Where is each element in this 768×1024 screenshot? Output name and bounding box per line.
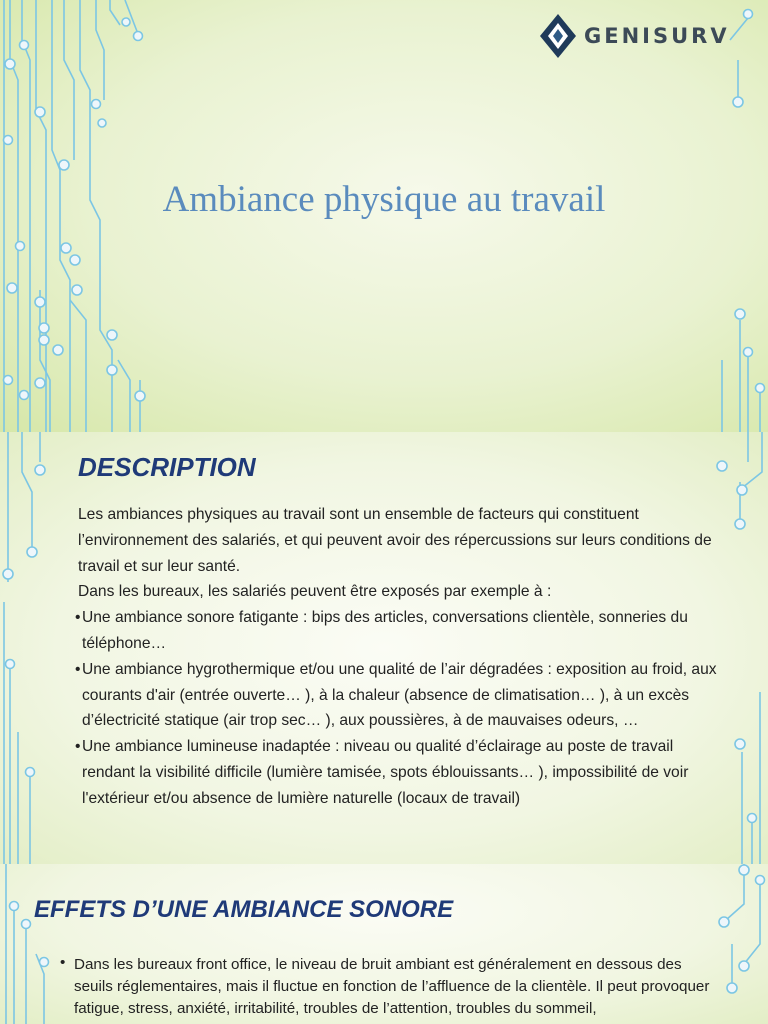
circuit-decoration-left xyxy=(0,432,60,864)
effets-slide xyxy=(0,864,768,1024)
description-body xyxy=(75,502,728,812)
bullet-icon: • xyxy=(75,738,81,756)
bullet-text: Une ambiance lumineuse inadaptée : niveau ou qualité d’éclairage au poste de travail rendant la visibilité difficile (lumière tamisée, spots éblouissants… ), impossibilité de voir l'extérieur et/ou absence de lumière naturelle (locaux de travail) xyxy=(82,738,689,807)
list-item xyxy=(75,605,728,657)
description-slide xyxy=(0,432,768,864)
list-item xyxy=(75,734,728,811)
circuit-decoration-left xyxy=(0,864,60,1024)
genisurv-logo xyxy=(538,12,730,60)
bullet-text: Dans les bureaux front office, le niveau de bruit ambiant est généralement en dessous des seuils réglementaires, mais il fluctue en fonction de l’affluence de la clientèle. Il peut provoquer fatigue, stress, anxiété, irritabilité, troubles de l’attention, troubles du sommeil, xyxy=(74,956,710,1017)
slide-title: Ambiance physique au travail xyxy=(162,179,606,220)
bullet-icon: • xyxy=(75,609,81,627)
logo-text: GENISURV xyxy=(584,24,730,48)
title-slide xyxy=(0,0,768,432)
bullet-text: Une ambiance sonore fatigante : bips des articles, conversations clientèle, sonneries du téléphone… xyxy=(82,609,688,652)
list-item xyxy=(75,657,728,734)
bullet-icon: • xyxy=(75,660,81,678)
section-heading: EFFETS D’UNE AMBIANCE SONORE xyxy=(34,896,454,923)
bullet-icon: • xyxy=(60,954,66,971)
lead-paragraph: Dans les bureaux, les salariés peuvent être exposés par exemple à : xyxy=(78,583,552,601)
section-heading: DESCRIPTION xyxy=(78,452,256,482)
genisurv-logo-icon xyxy=(538,12,578,60)
effets-body xyxy=(60,954,722,1020)
intro-paragraph: Les ambiances physiques au travail sont un ensemble de facteurs qui constituent l’environnement des salariés, et qui peuvent avoir des répercussions sur leurs conditions de travail et sur leur santé. xyxy=(78,506,712,575)
bullet-text: Une ambiance hygrothermique et/ou une qualité de l’air dégradées : exposition au froid, aux courants d'air (entrée ouverte… ), à la chaleur (absence de climatisation… ), à un excès d’électricité statique (air trop sec… ), aux poussières, à de mauvaises odeurs, … xyxy=(82,660,717,730)
